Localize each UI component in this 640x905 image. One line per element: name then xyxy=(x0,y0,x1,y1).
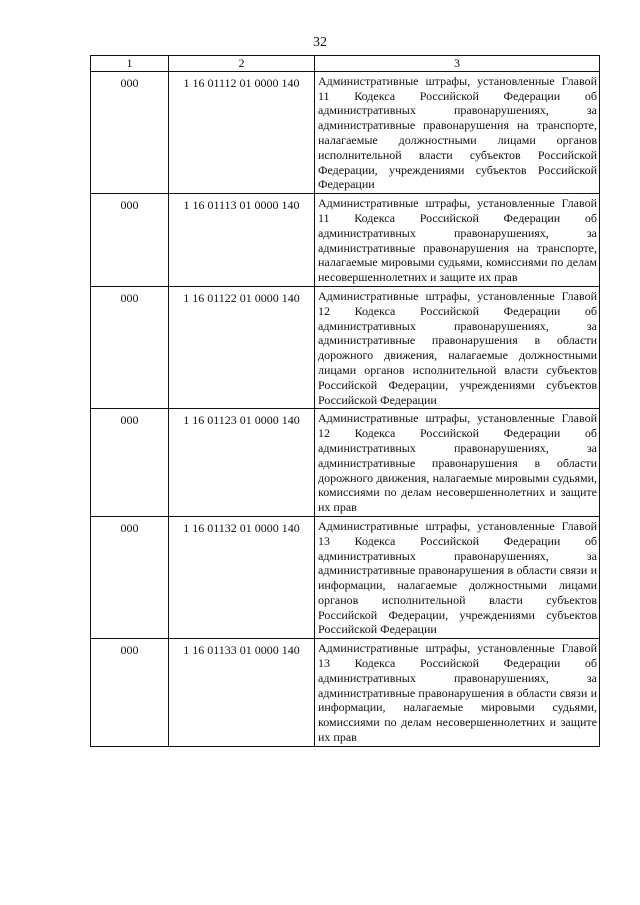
admin-code-cell: 000 xyxy=(91,409,169,517)
table-row xyxy=(91,639,600,747)
table-row xyxy=(91,409,600,517)
table-row xyxy=(91,286,600,408)
classification-code-cell: 1 16 01113 01 0000 140 xyxy=(169,194,315,287)
description-cell: Административные штрафы, установленные Главой 11 Кодекса Российской Федерации об административных правонарушениях, за административные правонарушения на транспорте, налагаемые должностными лицами органов исполнительной власти субъектов Российской Федерации, учреждениями субъектов Российской Федерации xyxy=(315,71,600,193)
admin-code-cell: 000 xyxy=(91,71,169,193)
description-cell: Административные штрафы, установленные Главой 12 Кодекса Российской Федерации об административных правонарушениях, за административные правонарушения в области дорожного движения, налагаемые мировыми судьями, комиссиями по делам несовершеннолетних и защите их прав xyxy=(315,409,600,517)
classification-code-cell: 1 16 01133 01 0000 140 xyxy=(169,639,315,747)
description-cell: Административные штрафы, установленные Главой 12 Кодекса Российской Федерации об административных правонарушениях, за административные правонарушения в области дорожного движения, налагаемые должностными лицами органов исполнительной власти субъектов Российской Федерации, учреждениями субъектов Российской Федерации xyxy=(315,286,600,408)
admin-code-cell: 000 xyxy=(91,639,169,747)
table-row xyxy=(91,194,600,287)
budget-classification-table xyxy=(90,55,600,747)
admin-code-cell: 000 xyxy=(91,194,169,287)
table-header-row xyxy=(91,56,600,72)
classification-code-cell: 1 16 01122 01 0000 140 xyxy=(169,286,315,408)
admin-code-cell: 000 xyxy=(91,286,169,408)
page-number: 32 xyxy=(313,35,327,50)
column-header-2: 2 xyxy=(169,56,315,72)
table-row xyxy=(91,516,600,638)
table-row xyxy=(91,71,600,193)
column-header-3: 3 xyxy=(315,56,600,72)
column-header-1: 1 xyxy=(91,56,169,72)
classification-code-cell: 1 16 01112 01 0000 140 xyxy=(169,71,315,193)
description-cell: Административные штрафы, установленные Главой 13 Кодекса Российской Федерации об административных правонарушениях, за административные правонарушения в области связи и информации, налагаемые должностными лицами органов исполнительной власти субъектов Российской Федерации, учреждениями субъектов Российской Федерации xyxy=(315,516,600,638)
description-cell: Административные штрафы, установленные Главой 13 Кодекса Российской Федерации об административных правонарушениях, за административные правонарушения в области связи и информации, налагаемые мировыми судьями, комиссиями по делам несовершеннолетних и защите их прав xyxy=(315,639,600,747)
admin-code-cell: 000 xyxy=(91,516,169,638)
classification-code-cell: 1 16 01132 01 0000 140 xyxy=(169,516,315,638)
classification-code-cell: 1 16 01123 01 0000 140 xyxy=(169,409,315,517)
description-cell: Административные штрафы, установленные Главой 11 Кодекса Российской Федерации об административных правонарушениях, за административные правонарушения на транспорте, налагаемые мировыми судьями, комиссиями по делам несовершеннолетних и защите их прав xyxy=(315,194,600,287)
